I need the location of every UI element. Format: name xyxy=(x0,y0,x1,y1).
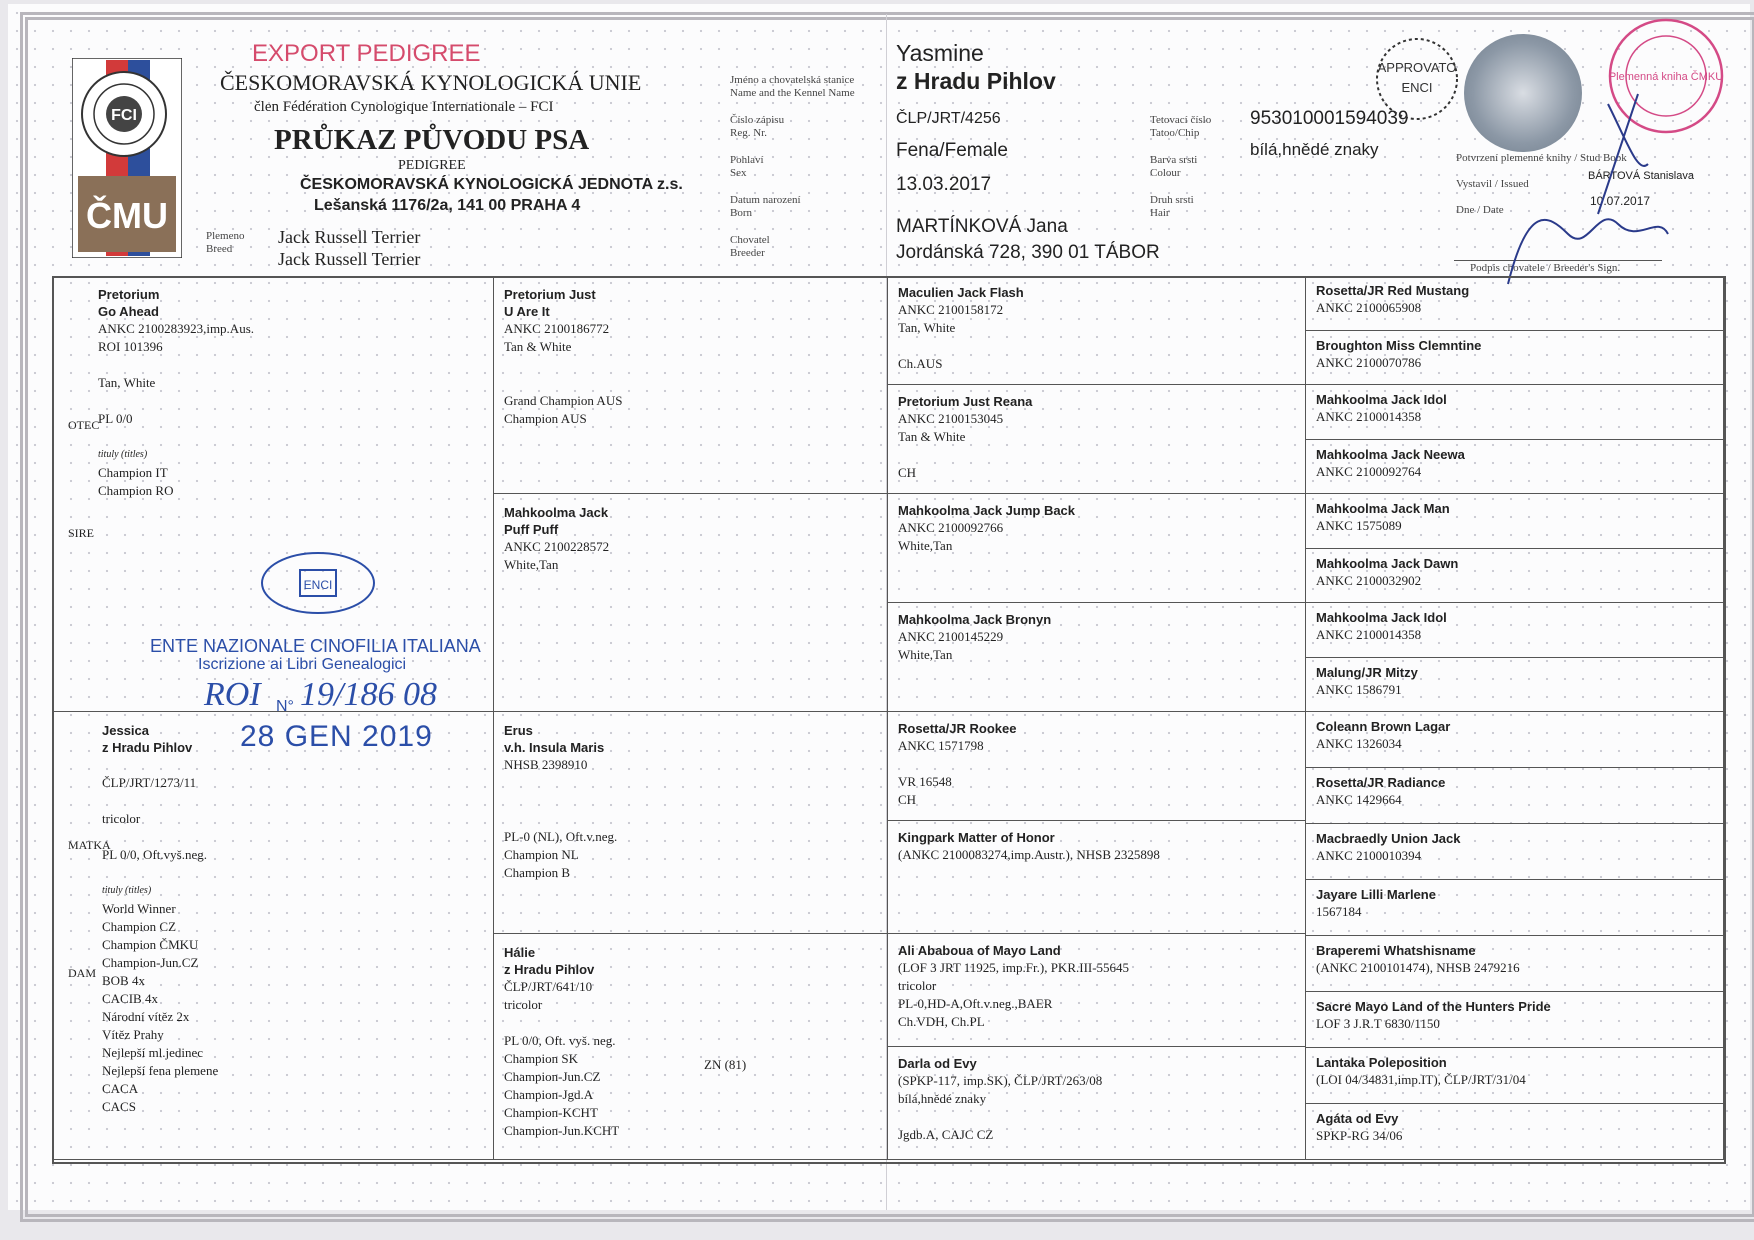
dam-info-line: Vítěz Prahy xyxy=(102,1027,164,1042)
gp-2-info-line: White,Tan xyxy=(504,557,559,572)
coat-colour: bílá,hnědé znaky xyxy=(1250,140,1379,159)
fci-logo-text: FCI xyxy=(111,107,137,124)
breeder-label-en: Breeder xyxy=(730,247,765,259)
dam-cell xyxy=(52,712,494,1160)
gggp-11-info: ANKC 2100010394 xyxy=(1316,848,1422,863)
reg-label-en: Reg. Nr. xyxy=(730,127,767,139)
gggp-4-info: ANKC 2100092764 xyxy=(1316,463,1422,479)
dam-info-line: BOB 4x xyxy=(102,973,145,988)
ggp-5-info-line: CH xyxy=(898,792,917,807)
export-label: EXPORT PEDIGREE xyxy=(252,40,481,67)
gp-4-info-line: PL 0/0, Oft. vyš. neg. xyxy=(504,1033,616,1048)
sire-info-line xyxy=(98,356,483,374)
dam-info-line: PL 0/0, Oft.vyš.neg. xyxy=(102,847,207,862)
gp-1-info-line xyxy=(504,374,877,392)
dam-side-label-en: DAM xyxy=(68,966,97,980)
dam-info-line xyxy=(102,828,483,846)
dog-sex: Fena/Female xyxy=(896,140,1008,161)
ggp-3-name: Mahkoolma Jack Jump Back xyxy=(898,503,1076,518)
dam-info-line: CACA xyxy=(102,1081,139,1096)
gp-4-info-line: Champion SK xyxy=(504,1051,579,1066)
breeder-sign-label: Podpis chovatele / Breeder's Sign. xyxy=(1470,262,1621,274)
gp-4-info-line xyxy=(504,1014,877,1032)
cmu-logo-text: ČMU xyxy=(86,195,168,236)
enci-stamp-name: ENTE NAZIONALE CINOFILIA ITALIANA xyxy=(150,636,481,656)
gp-cell-1 xyxy=(494,276,888,494)
gp-4-extra: ZN (81) xyxy=(704,1057,747,1072)
gggp-9-info: ANKC 1326034 xyxy=(1316,736,1402,751)
gp-3-info-line xyxy=(504,792,877,810)
ggp-4-info-line: ANKC 2100145229 xyxy=(898,629,1004,644)
fci-membership: člen Fédération Cynologique Internationale – FCI xyxy=(254,99,554,115)
gp-2-info-line: ANKC 2100228572 xyxy=(504,539,610,554)
gggp-9-name: Coleann Brown Lagar xyxy=(1316,719,1451,734)
gp-4-name-1: Hálie xyxy=(504,945,536,960)
issued-by: BÁRTOVÁ Stanislava xyxy=(1588,170,1694,182)
sire-info-line: ROI 101396 xyxy=(98,339,163,354)
gp-4-info-line: ČLP/JRT/641/10 xyxy=(504,979,593,994)
gggp-2-info: ANKC 2100070786 xyxy=(1316,354,1422,370)
gp-4-info-line: Champion-Jun.KCHT xyxy=(504,1123,620,1138)
dam-info-line: Champion-Jun.CZ xyxy=(102,955,199,970)
gggp-13-name: Braperemi Whatshisname xyxy=(1316,943,1476,958)
enci-logo-text: ENCI xyxy=(303,578,333,592)
ggp-7-info-line: Ch.VDH, Ch.PL xyxy=(898,1014,985,1029)
ggp-5-info-line: ANKC 1571798 xyxy=(898,738,984,753)
gp-cell-3 xyxy=(494,712,888,934)
chip-number: 953010001594039 xyxy=(1250,108,1409,129)
gp-4-info xyxy=(504,978,877,1140)
club-name: ČESKOMORAVSKÁ KYNOLOGICKÁ JEDNOTA z.s. xyxy=(300,176,683,193)
ggp-cell-2 xyxy=(888,385,1306,494)
gggp-cell-10 xyxy=(1306,768,1724,824)
reg-label-cz: Číslo zápisu xyxy=(730,114,785,126)
ggp-1-name: Maculien Jack Flash xyxy=(898,285,1024,300)
born-label xyxy=(730,194,801,220)
ggp-cell-3 xyxy=(888,494,1306,603)
ggp-3-info-line: ANKC 2100092766 xyxy=(898,520,1004,535)
gggp-cell-7 xyxy=(1306,603,1724,658)
issued-label: Vystavil / Issued xyxy=(1456,178,1529,190)
reg-label xyxy=(730,114,784,140)
gggp-4-name: Mahkoolma Jack Neewa xyxy=(1316,446,1465,462)
gp-4-info-line: Champion-Jgd.A xyxy=(504,1087,594,1102)
sex-label-cz: Pohlaví xyxy=(730,154,764,166)
page-title: PRŮKAZ PŮVODU PSA xyxy=(274,124,590,156)
dog-born: 13.03.2017 xyxy=(896,174,992,195)
dam-info-line: Champion CZ xyxy=(102,919,177,934)
ggp-5-name: Rosetta/JR Rookee xyxy=(898,721,1017,736)
gp-1-name-2: U Are It xyxy=(504,304,550,319)
gp-1-info-line: Champion AUS xyxy=(504,411,587,426)
gp-1-info-line xyxy=(504,356,877,374)
sire-side-label-en: SIRE xyxy=(68,526,95,540)
sire-name-1: Pretorium xyxy=(98,287,160,302)
hair-label-en: Hair xyxy=(1150,207,1170,219)
colour-label-cz: Barva srsti xyxy=(1150,154,1198,166)
ggp-2-info-line: CH xyxy=(898,465,917,480)
gp-2-info xyxy=(504,538,877,574)
gp-1-name-1: Pretorium Just xyxy=(504,287,596,302)
breeder-label xyxy=(730,234,770,260)
gggp-2-name: Broughton Miss Clemntine xyxy=(1316,337,1482,353)
colour-label-en: Colour xyxy=(1150,167,1181,179)
gp-1-info-line: Grand Champion AUS xyxy=(504,393,623,408)
dam-info-line xyxy=(102,756,483,774)
dam-info xyxy=(102,756,483,1116)
sire-info-line: tituly (titles) xyxy=(98,449,148,460)
dam-info-line: Champion ČMKU xyxy=(102,937,199,952)
gp-1-info-line: ANKC 2100186772 xyxy=(504,321,610,336)
breeder-address: Jordánská 728, 390 01 TÁBOR xyxy=(896,242,1160,263)
gggp-1-info: ANKC 2100065908 xyxy=(1316,300,1422,315)
dam-name-2: z Hradu Pihlov xyxy=(102,740,193,755)
gggp-14-info: LOF 3 J.R.T 6830/1150 xyxy=(1316,1016,1440,1031)
gggp-11-name: Macbraedly Union Jack xyxy=(1316,831,1461,846)
approvato-stamp xyxy=(1372,34,1462,124)
ggp-1-info-line xyxy=(898,337,1295,355)
born-label-cz: Datum narození xyxy=(730,194,801,206)
gggp-14-name: Sacre Mayo Land of the Hunters Pride xyxy=(1316,999,1551,1014)
sex-label-en: Sex xyxy=(730,167,747,179)
gggp-cell-1 xyxy=(1306,276,1724,331)
gggp-3-name: Mahkoolma Jack Idol xyxy=(1316,392,1447,407)
dog-name-1: Yasmine xyxy=(896,40,984,66)
gggp-cell-9 xyxy=(1306,712,1724,768)
dam-info-line: ČLP/JRT/1273/11 xyxy=(102,775,197,790)
gggp-7-info: ANKC 2100014358 xyxy=(1316,627,1422,642)
handwritten-signature xyxy=(1488,84,1708,304)
born-label-en: Born xyxy=(730,207,752,219)
dam-info-line: Nejlepší ml.jedinec xyxy=(102,1045,204,1060)
gp-1-info xyxy=(504,320,877,428)
gp-4-info-line: Champion-Jun.CZ xyxy=(504,1069,601,1084)
ggp-8-info-line xyxy=(898,1108,1295,1126)
breeder-label-cz: Chovatel xyxy=(730,234,770,246)
chip-label xyxy=(1150,114,1211,140)
gp-3-info xyxy=(504,756,877,882)
sire-info xyxy=(98,320,483,500)
ggp-6-info-line: (ANKC 2100083274,imp.Austr.), NHSB 2325898 xyxy=(898,847,1160,862)
ggp-7-info-line: PL-0,HD-A,Oft.v.neg.,BAER xyxy=(898,996,1053,1011)
gggp-cell-12 xyxy=(1306,880,1724,936)
dam-info-line: Nejlepší fena plemene xyxy=(102,1063,219,1078)
dam-info-line: tituly (titles) xyxy=(102,885,152,896)
gggp-6-name: Mahkoolma Jack Dawn xyxy=(1316,555,1459,571)
ggp-5-info-line: VR 16548 xyxy=(898,774,952,789)
name-label-cz: Jméno a chovatelská stanice xyxy=(730,74,855,86)
ggp-2-info-line: ANKC 2100153045 xyxy=(898,411,1004,426)
breed-value xyxy=(278,226,420,270)
gp-2-name-1: Mahkoolma Jack xyxy=(504,505,609,520)
ggp-4-info-line: White,Tan xyxy=(898,647,953,662)
ggp-5-info-line xyxy=(898,755,1295,773)
breed-value-2: Jack Russell Terrier xyxy=(278,249,421,269)
gggp-10-name: Rosetta/JR Radiance xyxy=(1316,775,1446,790)
sire-info-line: Tan, White xyxy=(98,375,156,390)
sire-info-line: Champion RO xyxy=(98,483,174,498)
dam-name-1: Jessica xyxy=(102,723,149,738)
ggp-2-info-line: Tan & White xyxy=(898,429,966,444)
gggp-cell-8 xyxy=(1306,658,1724,713)
ggp-8-name: Darla od Evy xyxy=(898,1056,977,1071)
roi-number: 19/186 08 xyxy=(300,676,437,713)
gp-4-name-2: z Hradu Pihlov xyxy=(504,962,595,977)
ggp-2-name: Pretorium Just Reana xyxy=(898,394,1033,409)
gggp-16-info: SPKP-RG 34/06 xyxy=(1316,1128,1403,1143)
name-label-en: Name and the Kennel Name xyxy=(730,87,855,99)
chip-label-en: Tatoo/Chip xyxy=(1150,127,1200,139)
gggp-5-info: ANKC 1575089 xyxy=(1316,518,1402,533)
gggp-cell-5 xyxy=(1306,494,1724,549)
gggp-10-info: ANKC 1429664 xyxy=(1316,792,1402,807)
enci-logo-stamp xyxy=(258,548,378,618)
hair-label xyxy=(1150,194,1194,220)
gggp-cell-4 xyxy=(1306,440,1724,495)
gp-1-info-line: Tan & White xyxy=(504,339,572,354)
ggp-1-info-line: Ch.AUS xyxy=(898,356,943,371)
gggp-cell-15 xyxy=(1306,1048,1724,1104)
enci-stamp-text: ENCI xyxy=(1401,80,1433,95)
sire-info-line xyxy=(98,428,483,446)
gggp-15-name: Lantaka Poleposition xyxy=(1316,1055,1447,1070)
breed-value-1: Jack Russell Terrier xyxy=(278,227,421,247)
roi-prefix: ROI xyxy=(204,676,261,713)
gggp-cell-13 xyxy=(1306,936,1724,992)
club-address: Lešanská 1176/2a, 141 00 PRAHA 4 xyxy=(314,197,581,214)
breed-label xyxy=(206,230,245,256)
dam-info-line: CACS xyxy=(102,1099,136,1114)
sire-side-label-cz: OTEC xyxy=(68,418,100,432)
gggp-3-info: ANKC 2100014358 xyxy=(1316,409,1422,424)
sire-info-line: Champion IT xyxy=(98,465,168,480)
plemenna-kniha-text: Plemenná kniha ČMKU xyxy=(1608,71,1724,83)
gp-3-info-line: NHSB 2398910 xyxy=(504,757,588,772)
sire-info-line: ANKC 2100283923,imp.Aus. xyxy=(98,321,255,336)
sire-info-line: PL 0/0 xyxy=(98,411,133,426)
hair-label-cz: Druh srsti xyxy=(1150,194,1194,206)
ggp-4-name: Mahkoolma Jack Bronyn xyxy=(898,612,1052,627)
ggp-7-info-line: (LOF 3 JRT 11925, imp.Fr.), PKR.III-55645 xyxy=(898,960,1130,975)
gggp-12-info: 1567184 xyxy=(1316,904,1362,919)
date-stamp: 28 GEN 2019 xyxy=(240,720,433,753)
ggp-7-info-line: tricolor xyxy=(898,978,937,993)
breed-label-en: Breed xyxy=(206,243,233,255)
gp-3-info-line: Champion B xyxy=(504,865,571,880)
ggp-8-info-line: Jgdb.A, CAJC CZ xyxy=(898,1127,994,1142)
gp-3-info-line xyxy=(504,774,877,792)
page-subtitle: PEDIGREE xyxy=(398,158,466,173)
ggp-8-info-line: (SPKP-117, imp.SK), ČLP/JRT/263/08 xyxy=(898,1073,1103,1088)
ggp-3-info-line: White,Tan xyxy=(898,538,953,553)
gggp-cell-14 xyxy=(1306,992,1724,1048)
dog-name-2: z Hradu Pihlov xyxy=(896,68,1056,94)
enci-stamp-sub: Iscrizione ai Libri Genealogici xyxy=(198,656,407,673)
sire-name-2: Go Ahead xyxy=(98,304,159,319)
gggp-cell-16 xyxy=(1306,1104,1724,1160)
breed-label-cz: Plemeno xyxy=(206,230,245,242)
dam-info-line xyxy=(102,864,483,882)
sex-label xyxy=(730,154,764,180)
ggp-cell-1 xyxy=(888,276,1306,385)
gp-3-name-2: v.h. Insula Maris xyxy=(504,740,605,755)
gggp-cell-6 xyxy=(1306,549,1724,604)
sire-info-line xyxy=(98,392,483,410)
gggp-5-name: Mahkoolma Jack Man xyxy=(1316,501,1450,516)
ggp-6-name: Kingpark Matter of Honor xyxy=(898,830,1055,845)
ggp-cell-7 xyxy=(888,934,1306,1047)
gp-4-info-line: tricolor xyxy=(504,997,543,1012)
gp-3-info-line: PL-0 (NL), Oft.v.neg. xyxy=(504,829,618,844)
gp-cell-2 xyxy=(494,494,888,712)
dam-info-line xyxy=(102,792,483,810)
issue-date: 10.07.2017 xyxy=(1590,194,1651,208)
dog-reg: ČLP/JRT/4256 xyxy=(896,110,1001,127)
gp-3-info-line xyxy=(504,810,877,828)
ggp-cell-5 xyxy=(888,712,1306,821)
dam-info-line: CACIB 4x xyxy=(102,991,158,1006)
colour-label xyxy=(1150,154,1197,180)
union-name: ČESKOMORAVSKÁ KYNOLOGICKÁ UNIE xyxy=(220,70,642,95)
fci-cmu-logo xyxy=(72,58,182,258)
gggp-6-info: ANKC 2100032902 xyxy=(1316,572,1422,588)
gggp-8-name: Malung/JR Mitzy xyxy=(1316,664,1418,680)
dam-info-line: Národní vítěz 2x xyxy=(102,1009,190,1024)
pedigree-sheet xyxy=(8,4,1750,1210)
roi-number-label: N° xyxy=(276,698,294,715)
gggp-7-name: Mahkoolma Jack Idol xyxy=(1316,610,1447,625)
gggp-12-name: Jayare Lilli Marlene xyxy=(1316,887,1436,902)
ggp-2-info-line xyxy=(898,446,1295,464)
gggp-13-info: (ANKC 2100101474), NHSB 2479216 xyxy=(1316,960,1520,975)
gggp-16-name: Agáta od Evy xyxy=(1316,1111,1399,1126)
chip-label-cz: Tetovací číslo xyxy=(1150,114,1212,126)
ggp-cell-4 xyxy=(888,603,1306,712)
gggp-15-info: (LOI 04/34831,imp.IT), ČLP/JRT/31/04 xyxy=(1316,1072,1526,1087)
dam-info-line: World Winner xyxy=(102,901,176,916)
ggp-1-info-line: ANKC 2100158172 xyxy=(898,302,1004,317)
ggp-cell-8 xyxy=(888,1047,1306,1160)
breeder-name: MARTÍNKOVÁ Jana xyxy=(896,216,1068,237)
studbook-label: Potvrzení plemenné knihy / Stud Book xyxy=(1456,152,1627,164)
ggp-1-info-line: Tan, White xyxy=(898,320,956,335)
dam-info-line: tricolor xyxy=(102,811,141,826)
gggp-8-info: ANKC 1586791 xyxy=(1316,681,1402,697)
dam-side-label-cz: MATKA xyxy=(68,838,111,852)
ggp-8-info-line: bílá,hnědé znaky xyxy=(898,1091,987,1106)
gp-cell-4 xyxy=(494,934,888,1160)
gp-3-name-1: Erus xyxy=(504,723,533,738)
gp-4-info-line: Champion-KCHT xyxy=(504,1105,598,1120)
ggp-cell-6 xyxy=(888,821,1306,934)
name-label xyxy=(730,74,855,100)
approvato-text: APPROVATO xyxy=(1377,60,1457,75)
gggp-cell-3 xyxy=(1306,385,1724,440)
ggp-7-name: Ali Ababoua of Mayo Land xyxy=(898,943,1061,958)
gp-3-info-line: Champion NL xyxy=(504,847,579,862)
gggp-1-name: Rosetta/JR Red Mustang xyxy=(1316,283,1470,298)
date-label: Dne / Date xyxy=(1456,204,1504,216)
gggp-cell-11 xyxy=(1306,824,1724,880)
gp-2-name-2: Puff Puff xyxy=(504,522,559,537)
gggp-cell-2 xyxy=(1306,331,1724,386)
